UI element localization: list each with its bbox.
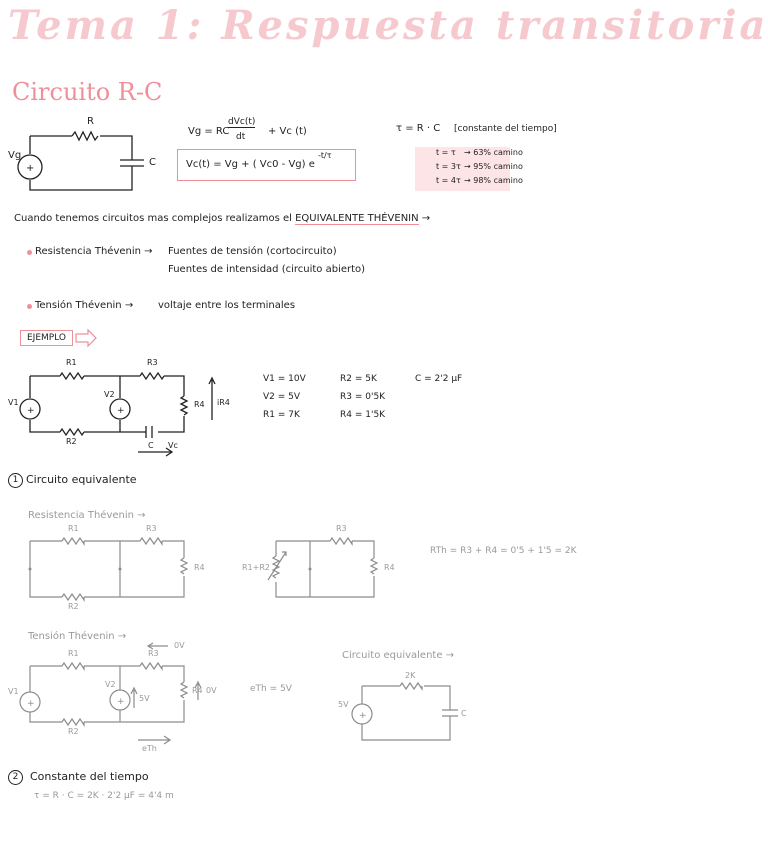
ex-label-v1: V1 [8,398,19,407]
example-values-col3: C = 2'2 µF [415,374,463,384]
rth1-label-r2: R2 [68,602,79,611]
eq-circuit-title: Circuito equivalente → [342,650,455,661]
example-values-col1: V1 = 10V V2 = 5V R1 = 7K [263,374,306,420]
bullet-ten-label: Tensión Thévenin → [35,300,134,311]
vth-title: Tensión Thévenin → [28,631,127,642]
eth-value: eTh = 5V [250,684,292,694]
vth-label-r2: R2 [68,727,79,736]
rth1-label-r3: R3 [146,524,157,533]
eq1-numerator: dVc(t) [228,117,256,127]
svg-text:+: + [117,406,125,416]
page-title: Tema 1: Respuesta transitoria [8,2,768,49]
step1-title: Circuito equivalente [26,473,137,486]
ex-label-v2: V2 [104,390,115,399]
ex-label-c: C [148,441,154,450]
bullet-res-line1: Fuentes de tensión (cortocircuito) [168,246,337,257]
eq1-right: + Vc (t) [268,126,307,137]
label-c: C [149,157,156,168]
example-badge: EJEMPLO [20,330,73,346]
vth-label-r3: R3 [148,649,159,658]
svg-text:+: + [27,406,35,416]
eq2-main: Vc(t) = Vg + ( Vc0 - Vg) e [186,159,315,170]
intro-highlight: EQUIVALENTE THÉVENIN [295,213,419,224]
section-title: Circuito R-C [12,78,163,106]
eq-label-c: C [461,709,467,718]
vth-label-v1: V1 [8,687,19,696]
ex-label-r2: R2 [66,437,77,446]
tau-note: [constante del tiempo] [454,124,557,134]
bullet-res-label: Resistencia Thévenin → [35,246,153,257]
step1-number: 1 [8,473,23,488]
rth2-label-r3: R3 [336,524,347,533]
eq1-left: Vg = RC [188,126,230,137]
eq-label-r: 2K [405,671,416,680]
eq-label-v: 5V [338,700,349,709]
tau-row-3-val: → 98% camino [464,176,523,185]
rth-title: Resistencia Thévenin → [28,510,146,521]
bullet-dot-1 [27,250,32,255]
ex-label-ir4: iR4 [217,398,230,407]
tau-row-2-val: → 95% camino [464,162,523,171]
label-vg: Vg [8,150,22,161]
vth-0v-r3: 0V [174,641,185,650]
tau-row-3-t: t = 4τ [436,176,461,185]
vth-eth-arrow-label: eTh [142,744,157,753]
label-r: R [87,116,94,127]
bullet-res-line2: Fuentes de intensidad (circuito abierto) [168,264,366,275]
ex-label-vc: Vc [168,441,178,450]
vth-label-r1: R1 [68,649,79,658]
step2-formula: τ = R · C = 2K · 2'2 µF = 4'4 m [34,791,174,801]
rth1-label-r4: R4 [194,563,205,572]
svg-text:+: + [26,163,35,174]
bullet-ten-text: voltaje entre los terminales [158,300,296,311]
tau-row-2-t: t = 3τ [436,162,461,171]
svg-text:+: + [117,697,125,707]
vth-0v-r4: 0V [206,686,217,695]
tau-row-1-val: → 63% camino [464,148,523,157]
vth-label-v2: V2 [105,680,116,689]
eq2-exponent: -t/τ [318,151,332,160]
tau-definition: τ = R · C [396,123,441,134]
eq1-denominator: dt [236,132,246,142]
svg-text:+: + [359,711,367,721]
tau-row-1-t: t = τ [436,148,456,157]
vth-label-r4: R4 [192,686,203,695]
ex-label-r1: R1 [66,358,77,367]
example-values-col2: R2 = 5K R3 = 0'5K R4 = 1'5K [340,374,386,420]
rth-formula: RTh = R3 + R4 = 0'5 + 1'5 = 2K [430,546,577,556]
rth2-label-combo: R1+R2 [242,563,270,572]
rth2-label-r4: R4 [384,563,395,572]
ex-label-r3: R3 [147,358,158,367]
bullet-dot-2 [27,304,32,309]
svg-text:+: + [27,699,35,709]
step2-number: 2 [8,770,23,785]
ex-label-r4: R4 [194,400,205,409]
vth-5v: 5V [139,694,150,703]
rth1-label-r1: R1 [68,524,79,533]
step2-title: Constante del tiempo [30,770,149,783]
intro-text: Cuando tenemos circuitos mas complejos realizamos el EQUIVALENTE THÉVENIN → [14,213,431,224]
